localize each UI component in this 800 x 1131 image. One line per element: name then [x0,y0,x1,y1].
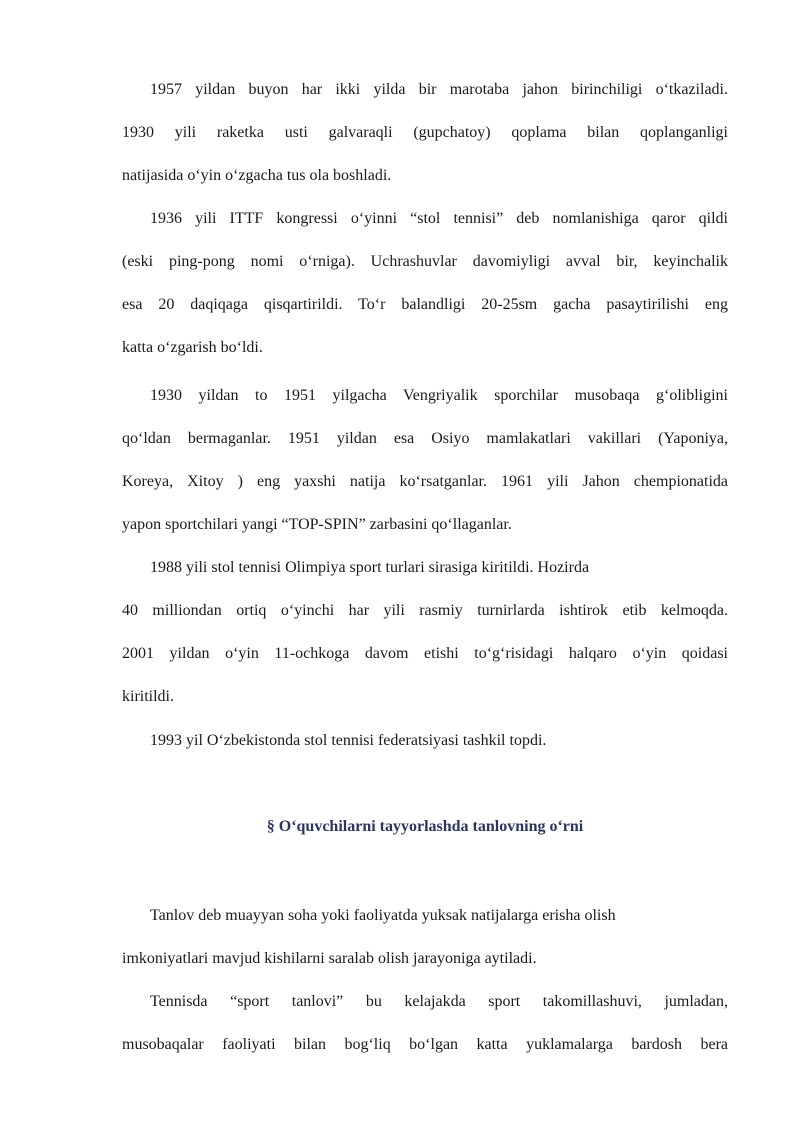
text-line: musobaqalar faoliyati bilan bog‘liq bo‘lgan katta yuklamalarga bardosh bera [122,1036,728,1053]
text-line: 1957 yildan buyon har ikki yilda bir marotaba jahon birinchiligi o‘tkaziladi. [150,81,728,98]
text-line: 1936 yili ITTF kongressi o‘yinni “stol tennisi” deb nomlanishiga qaror qildi [150,210,728,227]
text-line: Tennisda “sport tanlovi” bu kelajakda sport takomillashuvi, jumladan, [150,993,728,1010]
text-line: katta o‘zgarish bo‘ldi. [122,339,263,356]
text-line: (eski ping-pong nomi o‘rniga). Uchrashuvlar davomiyligi avval bir, keyinchalik [122,253,728,270]
text-line: natijasida o‘yin o‘zgacha tus ola boshladi. [122,167,392,184]
text-line: 1930 yildan to 1951 yilgacha Vengriyalik sporchilar musobaqa g‘olibligini [150,387,728,404]
text-line: yapon sportchilari yangi “TOP-SPIN” zarbasini qo‘llaganlar. [122,516,512,533]
text-line: 1993 yil O‘zbekistonda stol tennisi federatsiyasi tashkil topdi. [150,732,547,749]
text-line: imkoniyatlari mavjud kishilarni saralab olish jarayoniga aytiladi. [122,950,537,967]
text-line: kiritildi. [122,688,174,705]
section-heading: § O‘quvchilarni tayyorlashda tanlovning o‘rni [266,818,584,835]
text-line: 40 milliondan ortiq o‘yinchi har yili rasmiy turnirlarda ishtirok etib kelmoqda. [122,602,728,619]
text-line: 2001 yildan o‘yin 11-ochkoga davom etishi to‘g‘risidagi halqaro o‘yin qoidasi [122,645,728,662]
text-line: Tanlov deb muayyan soha yoki faoliyatda yuksak natijalarga erisha olish [150,907,616,924]
text-line: qo‘ldan bermaganlar. 1951 yildan esa Osiyo mamlakatlari vakillari (Yaponiya, [122,430,728,447]
text-line: Koreya, Xitoy ) eng yaxshi natija ko‘rsatganlar. 1961 yili Jahon chempionatida [122,473,728,490]
text-line: esa 20 daqiqaga qisqartirildi. To‘r balandligi 20-25sm gacha pasaytirilishi eng [122,296,728,313]
text-line: 1988 yili stol tennisi Olimpiya sport turlari sirasiga kiritildi. Hozirda [150,559,590,576]
text-line: 1930 yili raketka usti galvaraqli (gupchatoy) qoplama bilan qoplanganligi [122,124,728,141]
